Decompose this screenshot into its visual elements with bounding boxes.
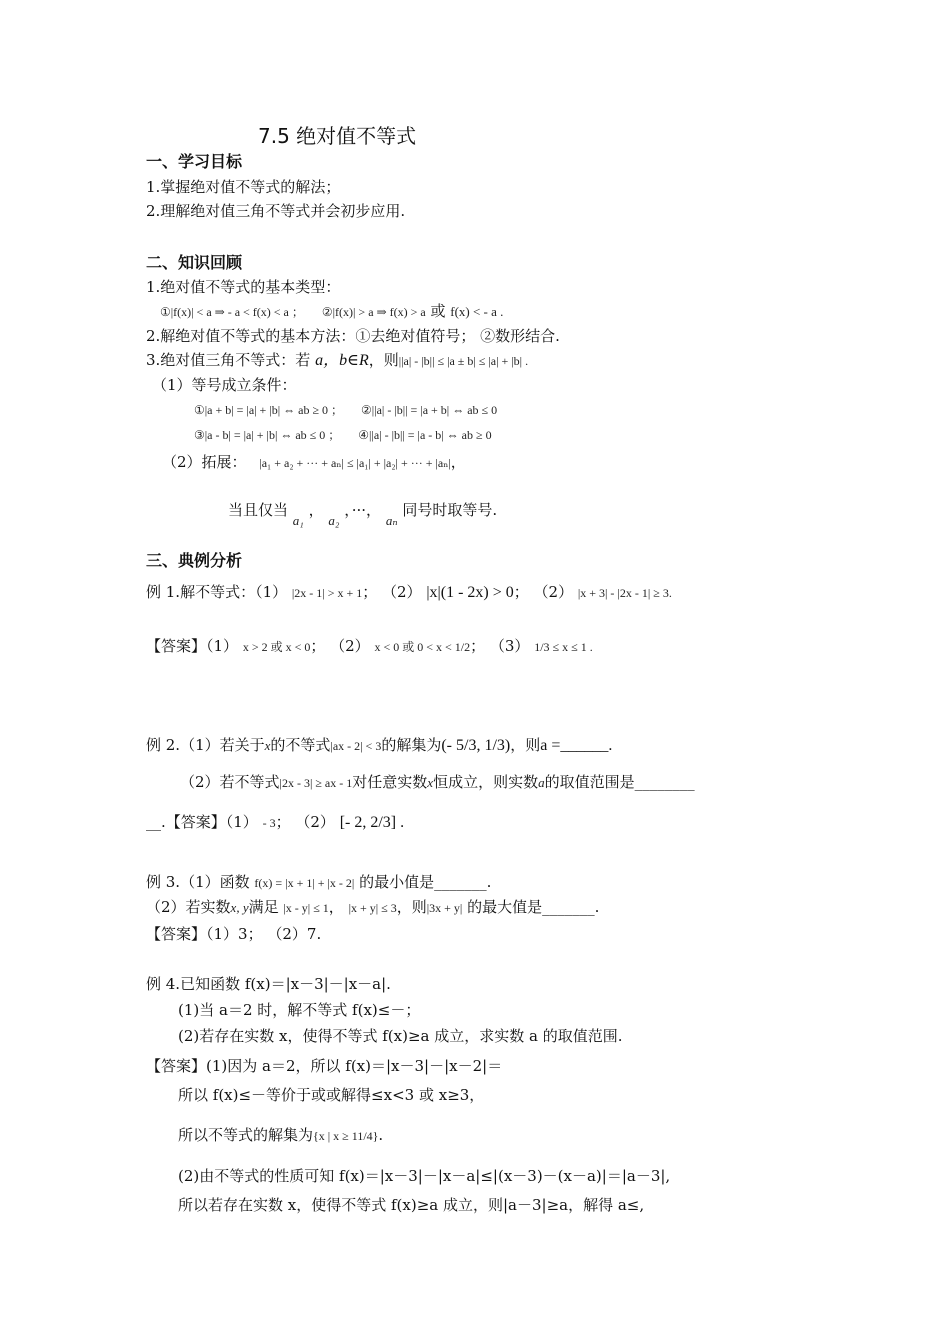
ex1-inequality-2: |x|(1 - 2x) > 0 xyxy=(426,584,514,601)
equality-1: ①|a + b| = |a| + |b| ⇔ ab ≥ 0 ； xyxy=(194,403,344,417)
ans1-b: x < 0 或 0 < x < 1/2 xyxy=(374,640,471,654)
answer-4-line-2: 所以 f(x)≤－等价于或或解得≤x<3 或 x≥3， xyxy=(178,1086,485,1104)
type-less-than: ①|f(x)| < a ⇒ - a < f(x) < a ； xyxy=(160,305,304,319)
example-2-part-1: 例 2.（1）若关于x的不等式|ax - 2| < 3的解集为(- 5/3, 1/3)，则a =______. xyxy=(146,736,613,754)
ex2-inequality-2: |2x - 3| ≥ ax - 1 xyxy=(279,776,353,790)
objective-2: 2.理解绝对值三角不等式并会初步应用. xyxy=(146,202,406,220)
or-text: 或 xyxy=(430,302,446,320)
example-4-statement: 例 4.已知函数 f(x)＝|x－3|－|x－a|. xyxy=(146,975,391,993)
answer-4-line-1: 【答案】(1)因为 a＝2，所以 f(x)＝|x－3|－|x－2|＝ xyxy=(146,1057,503,1075)
ex3-function: f(x) = |x + 1| + |x - 2| xyxy=(254,876,355,890)
triangle-inequality: ||a| - |b|| ≤ |a ± b| ≤ |a| + |b| . xyxy=(398,354,529,368)
type-greater-than-alt: f(x) < - a . xyxy=(450,304,504,319)
ex3-condition-2: |x + y| ≤ 3 xyxy=(348,901,397,915)
answer-4-line-3: 所以不等式的解集为{x | x ≥ 11/4}. xyxy=(178,1126,384,1144)
page-title: 7.5 绝对值不等式 xyxy=(258,124,417,148)
ex3-condition-1: |x - y| ≤ 1 xyxy=(283,901,329,915)
answer-1: 【答案】（1） x > 2 或 x < 0； （2） x < 0 或 0 < x < 1/2； （3） 1/3 ≤ x ≤ 1 . xyxy=(146,637,593,655)
answer-4-line-4: (2)由不等式的性质可知 f(x)＝|x－3|－|x－a|≤|(x－3)－(x－a)|＝|a－3|, xyxy=(178,1167,671,1185)
example-4-part-2: (2)若存在实数 x，使得不等式 f(x)≥a 成立，求实数 a 的取值范围. xyxy=(178,1027,623,1045)
type-greater-than: ②|f(x)| > a ⇒ f(x) > a xyxy=(321,305,426,319)
extension-label: （2）拓展： xyxy=(162,453,247,471)
extension-formula: |a₁ + a₂ + ··· + aₙ| ≤ |a₁| + |a₂| + ··· + |aₙ| xyxy=(259,456,451,470)
review-item-2: 2.解绝对值不等式的基本方法：①去绝对值符号； ②数形结合. xyxy=(146,327,560,345)
objective-1: 1.掌握绝对值不等式的解法； xyxy=(146,178,341,196)
ex3-target: |3x + y| xyxy=(426,901,463,915)
cond-an: aₙ xyxy=(385,513,398,528)
cond-a1: a₁ xyxy=(292,513,304,528)
equality-condition-line: 当且仅当 a₁ ， a₂ ，···， aₙ 同号时取等号. xyxy=(228,501,498,528)
ans1-a: x > 2 或 x < 0 xyxy=(242,640,311,654)
ex1-inequality-1: |2x - 1| > x + 1 xyxy=(291,586,363,600)
ex2-blank: a =______. xyxy=(540,737,613,754)
ex2-interval: (- 5/3, 1/3) xyxy=(441,737,511,754)
example-3-part-1: 例 3.（1）函数 f(x) = |x + 1| + |x - 2| 的最小值是_______. xyxy=(146,873,492,891)
ex2-inequality-1: |ax - 2| < 3 xyxy=(330,739,382,753)
answer-2: __.【答案】（1） - 3； （2） [- 2, 2/3] . xyxy=(146,813,405,831)
equality-2: ②||a| - |b|| = |a + b| ⇔ ab ≤ 0 xyxy=(361,403,498,417)
equality-row-2 xyxy=(194,424,492,445)
equality-row-1 xyxy=(194,399,497,420)
equality-3: ③|a - b| = |a| + |b| ⇔ ab ≤ 0 ； xyxy=(194,428,341,442)
solution-set: {x | x ≥ 11/4} xyxy=(313,1129,379,1143)
section2-heading: 二、知识回顾 xyxy=(146,253,243,272)
review-item-1: 1.绝对值不等式的基本类型： xyxy=(146,278,341,296)
example-1: 例 1.解不等式：（1） |2x - 1| > x + 1； （2） |x|(1 - 2x) > 0； （2） |x + 3| - |2x - 1| ≥ 3. xyxy=(146,583,672,601)
example-4-part-1: (1)当 a＝2 时，解不等式 f(x)≤－； xyxy=(178,1001,421,1019)
inequality-types xyxy=(160,301,503,322)
equality-conditions-title: （1）等号成立条件： xyxy=(152,376,297,394)
item3-vars: a，b∈R xyxy=(315,352,369,369)
ans1-c: 1/3 ≤ x ≤ 1 . xyxy=(534,640,593,654)
section3-heading: 三、典例分析 xyxy=(146,551,243,570)
extension-line: （2）拓展： |a₁ + a₂ + ··· + aₙ| ≤ |a₁| + |a₂| + ··· + |aₙ|， xyxy=(162,453,466,471)
review-item-3: 3.绝对值三角不等式：若 a，b∈R，则||a| - |b|| ≤ |a ± b| ≤ |a| + |b| . xyxy=(146,351,529,369)
section1-heading: 一、学习目标 xyxy=(146,152,243,171)
ans2-a: - 3 xyxy=(262,816,276,830)
cond-a2: a₂ xyxy=(328,513,340,528)
answer-3: 【答案】（1）3； （2）7. xyxy=(146,925,322,943)
answer-4-line-5: 所以若存在实数 x，使得不等式 f(x)≥a 成立，则|a－3|≥a，解得 a≤, xyxy=(178,1196,645,1214)
example-2-part-2: （2）若不等式|2x - 3| ≥ ax - 1对任意实数x恒成立，则实数a的取值范围是________ xyxy=(180,773,695,791)
example-3-part-2: （2）若实数x, y满足 |x - y| ≤ 1， |x + y| ≤ 3，则|3x + y| 的最大值是_______. xyxy=(146,898,600,916)
ex1-inequality-3: |x + 3| - |2x - 1| ≥ 3. xyxy=(577,586,672,600)
ans2-b: [- 2, 2/3] . xyxy=(339,814,405,831)
equality-4: ④||a| - |b|| = |a - b| ⇔ ab ≥ 0 xyxy=(358,428,492,442)
